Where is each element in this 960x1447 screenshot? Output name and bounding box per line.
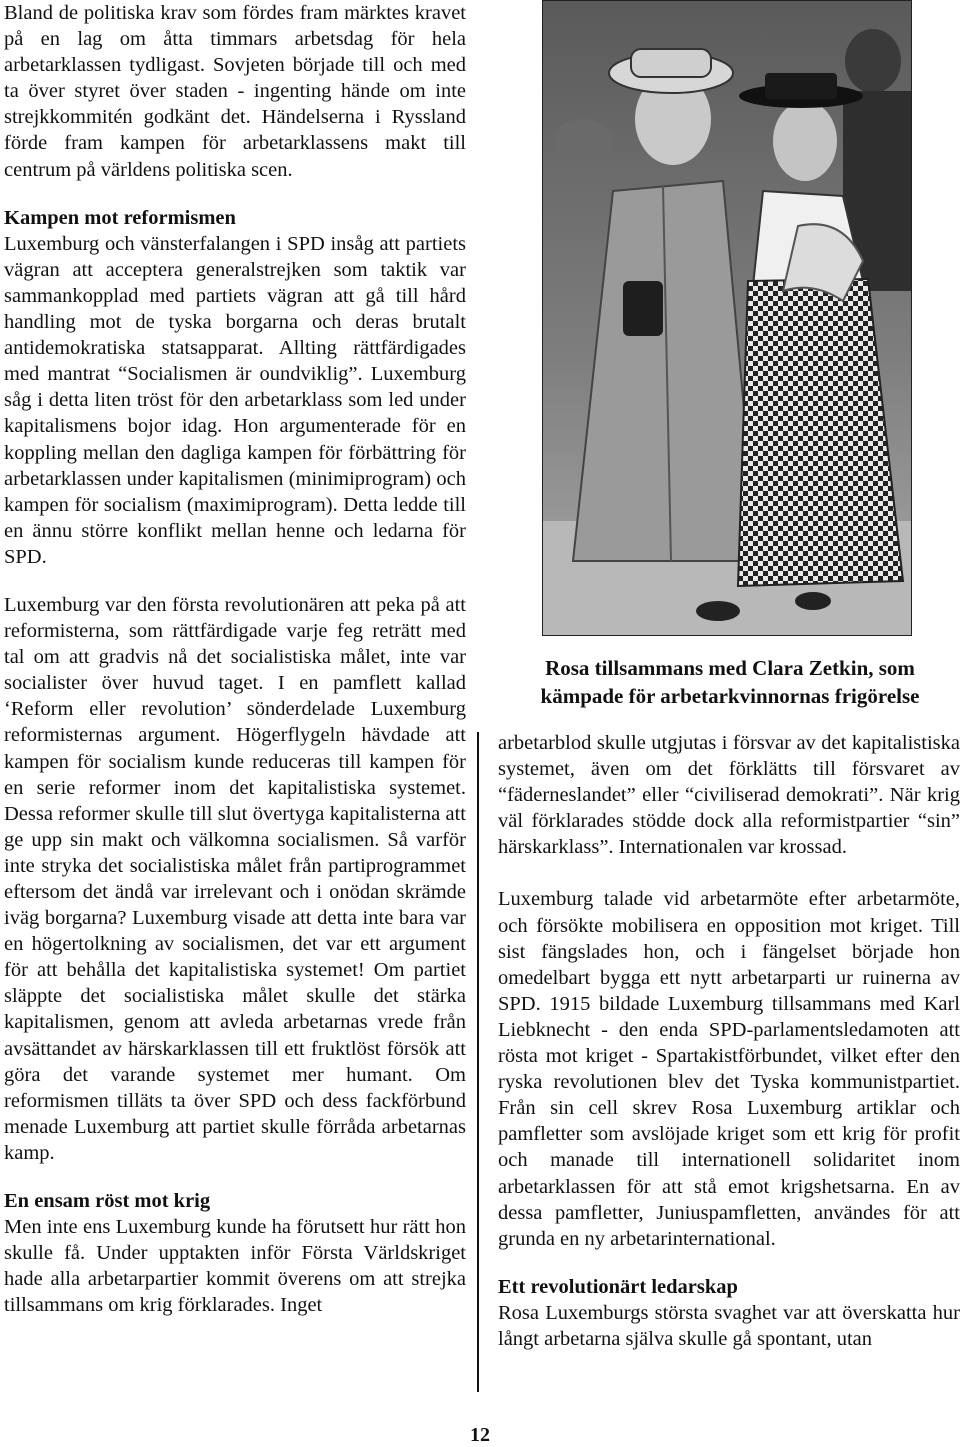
paragraph: Luxemburg var den första revolutionären att peka på att reformisterna, som rättfärdigade varje feg reträtt med tal om att gradvis nå det socialistiska målet, inte var socialister över huvud taget. I en pamflett kallad ‘Reform eller revolution’ sönderdelade Luxemburg reformisternas argument. Högerflygeln hävdade att kampen för socialism kunde reduceras till kampen för en serie reformer inom det kapitalistiska systemet. Dessa reformer skulle till slut övertyga kapitalisterna att ge upp sin makt och välkomna socialismen. Så varför inte stryka det socialistiska målet från partiprogrammet eftersom det ändå var irrelevant och i onödan skrämde iväg borgarna? Luxemburg visade att detta inte bara var en högertolkning av socialismen, det var ett argument för att behålla det kapitalistiska systemet! Om partiet släppte det socialistiska målet skulle det stärka kapitalismen, genom att avleda arbetarnas vrede från avsättandet av härskarklassen till ett fruktlöst försök att göra det varande systemet mer humant. Om reformismen tilläts ta över SPD och dess fackförbund menade Luxemburg att partiet skulle förråda arbetarnas kamp. bbox=[4, 593, 466, 1164]
paragraph: Luxemburg och vänsterfalangen i SPD insåg att partiets vägran att acceptera generalstrejken som taktik var sammankopplad med partiets vägran att gå till hård handling mot de tyska borgarna och deras brutalt antidemokratiska statsapparat. Allting rättfärdigades med mantrat “Socialismen är oundviklig”. Luxemburg såg i detta liten tröst för den arbetarklass som led under kapitalismens bojor idag. Hon argumenterade för en koppling mellan den dagliga kampen för förbättring för arbetarklassen under kapitalismen (minimiprogram) och kampen för socialism (maximiprogram). Detta ledde till en ännu större konflikt mellan henne och ledarna för SPD. bbox=[4, 232, 466, 568]
section-heading-leadership: Ett revolutionärt ledarskap bbox=[498, 1275, 738, 1298]
section-heading-reformism: Kampen mot reformismen bbox=[4, 206, 236, 229]
paragraph: Luxemburg talade vid arbetarmöte efter arbetarmöte, och försökte mobilisera en opposition mot kriget. Till sist fängslades hon, och i fängelset började hon omedelbart bygga ett nytt arbetarparti ur ruinerna av SPD. 1915 bildade Luxemburg tillsammans med Karl Liebknecht - den enda SPD-parlamentsledamoten att rösta mot kriget - Spartakistförbundet, vilket efter den ryska revolutionen blev det Tyska kommunistpartiet. Från sin cell skrev Rosa Luxemburg artiklar och pamfletter som avslöjade kriget som ett krig för profit och manade till internationell solidaritet inom arbetarklassen för att stå emot krigshetsarna. En av dessa pamfletter, Juniuspamfletten, användes för att grunda en ny arbetarinternational. bbox=[498, 888, 960, 1250]
left-column bbox=[4, 0, 466, 1319]
section-heading-war: En ensam röst mot krig bbox=[4, 1190, 211, 1213]
paragraph: Bland de politiska krav som fördes fram märktes kravet på en lag om åtta timmars arbetsdag för hela arbetarklassen tydligast. Sovjeten började till och med ta över styret över staden - ingenting hände om inte strejkkommitén godkänt det. Händelserna i Ryssland förde fram kampen för arbetarklassens makt till centrum på världens politiska scen. bbox=[4, 2, 466, 181]
historical-photo bbox=[542, 0, 912, 636]
column-divider bbox=[477, 732, 479, 1392]
paragraph: Rosa Luxemburgs största svaghet var att överskatta hur långt arbetarna själva skulle gå spontant, utan bbox=[498, 1301, 960, 1350]
photo-illustration bbox=[543, 1, 911, 635]
page-number: 12 bbox=[470, 1424, 490, 1446]
paragraph: arbetarblod skulle utgjutas i försvar av det kapitalistiska systemet, även om det förklätts till försvaret av “fäderneslandet” eller “civiliserad demokrati”. När krig väl förklarades stödde dock alla reformistpartier “sin” härskarklass”. Internationalen var krossad. bbox=[498, 732, 960, 859]
right-column bbox=[498, 730, 960, 1352]
paragraph: Men inte ens Luxemburg kunde ha förutsett hur rätt hon skulle få. Under upptakten inför Första Världskriget hade alla arbetarpartier kommit överens om att strejka tillsammans om krig förklarades. Inget bbox=[4, 1216, 466, 1317]
photo-caption: Rosa tillsammans med Clara Zetkin, som kämpade för arbetarkvinnornas frigörelse bbox=[540, 656, 920, 708]
